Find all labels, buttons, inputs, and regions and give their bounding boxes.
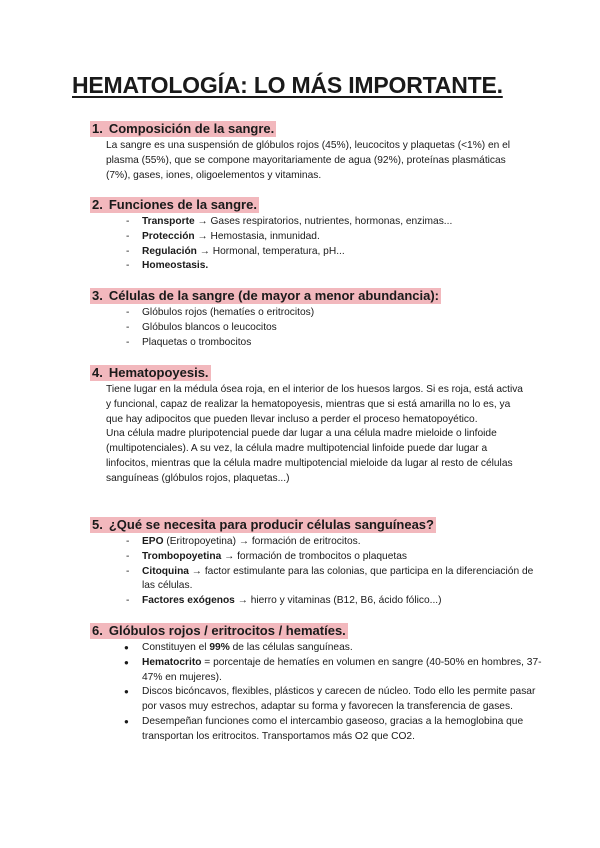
list-item: - Glóbulos blancos o leucocitos xyxy=(126,321,542,336)
section-hematopoyesis xyxy=(90,364,530,487)
list-item: - EPO (Eritropoyetina) → formación de eritrocitos. xyxy=(126,535,542,550)
paragraph: Una célula madre pluripotencial puede dar lugar a una célula madre mieloide o linfoide (multipotenciales). A su vez, la célula madre multipotencial linfoide puede dar lugar a linfocitos, mientras que la célula madre multipotencial mieloide da lugar al resto de células sanguíneas (glóbulos rojos, plaquetas...) xyxy=(106,428,513,484)
list-item: ● Desempeñan funciones como el intercambio gaseoso, gracias a la hemoglobina que transportan los eritrocitos. Transportamos más O2 que CO2. xyxy=(126,715,542,745)
section-heading: 2. Funciones de la sangre. xyxy=(92,197,257,212)
section-composicion xyxy=(90,120,530,183)
section-globulos-rojos xyxy=(90,622,542,745)
paragraph: Tiene lugar en la médula ósea roja, en el interior de los huesos largos. Si es roja, está activa y funcional, capaz de realizar la hematopoyesis, mientras que si está amarilla no lo es, ya que hay adipocitos que pueden llevar incluso a perder el proceso hematopoyético. xyxy=(106,384,523,425)
list-item: - Protección → Hemostasia, inmunidad. xyxy=(126,230,542,245)
list-item: - Homeostasis. xyxy=(126,259,542,274)
red-cells-list xyxy=(90,641,542,745)
cells-list xyxy=(90,306,530,350)
section-heading: 6. Glóbulos rojos / eritrocitos / hematíes. xyxy=(92,623,346,638)
list-item: - Plaquetas o trombocitos xyxy=(126,336,542,351)
paragraph: La sangre es una suspensión de glóbulos rojos (45%), leucocitos y plaquetas (<1%) en el plasma (55%), que se compone mayoritariamente de agua (92%), proteínas plasmáticas (7%), gases, iones, oligoelementos y vitaminas. xyxy=(106,140,511,181)
list-item: - Glóbulos rojos (hematíes o eritrocitos) xyxy=(126,306,542,321)
list-item: ● Discos bicóncavos, flexibles, plásticos y carecen de núcleo. Todo ello les permite pasar por vasos muy estrechos, adaptar su forma y favorecen la transferencia de gases. xyxy=(126,685,542,715)
list-item: - Trombopoyetina → formación de trombocitos o plaquetas xyxy=(126,550,542,565)
section-produccion xyxy=(90,516,534,609)
section-celulas xyxy=(90,287,530,350)
list-item: ● Constituyen el 99% de las células sanguíneas. xyxy=(126,641,542,656)
list-item: - Citoquina → factor estimulante para las colonias, que participa en la diferenciación de las células. xyxy=(126,565,542,595)
page-title: HEMATOLOGÍA: LO MÁS IMPORTANTE. xyxy=(72,72,503,98)
list-item: - Regulación → Hormonal, temperatura, pH... xyxy=(126,245,542,260)
production-list xyxy=(90,535,534,609)
list-item: - Transporte → Gases respiratorios, nutrientes, hormonas, enzimas... xyxy=(126,215,542,230)
section-heading: 3. Células de la sangre (de mayor a menor abundancia): xyxy=(92,288,439,303)
section-heading: 5. ¿Qué se necesita para producir células sanguíneas? xyxy=(92,517,434,532)
functions-list xyxy=(90,215,530,274)
list-item: - Factores exógenos → hierro y vitaminas (B12, B6, ácido fólico...) xyxy=(126,594,542,609)
list-item: ● Hematocrito = porcentaje de hematíes en volumen en sangre (40-50% en hombres, 37-47% en mujeres). xyxy=(126,656,542,686)
section-funciones xyxy=(90,196,530,274)
section-heading: 4. Hematopoyesis. xyxy=(92,365,209,380)
section-heading: 1. Composición de la sangre. xyxy=(92,121,275,136)
